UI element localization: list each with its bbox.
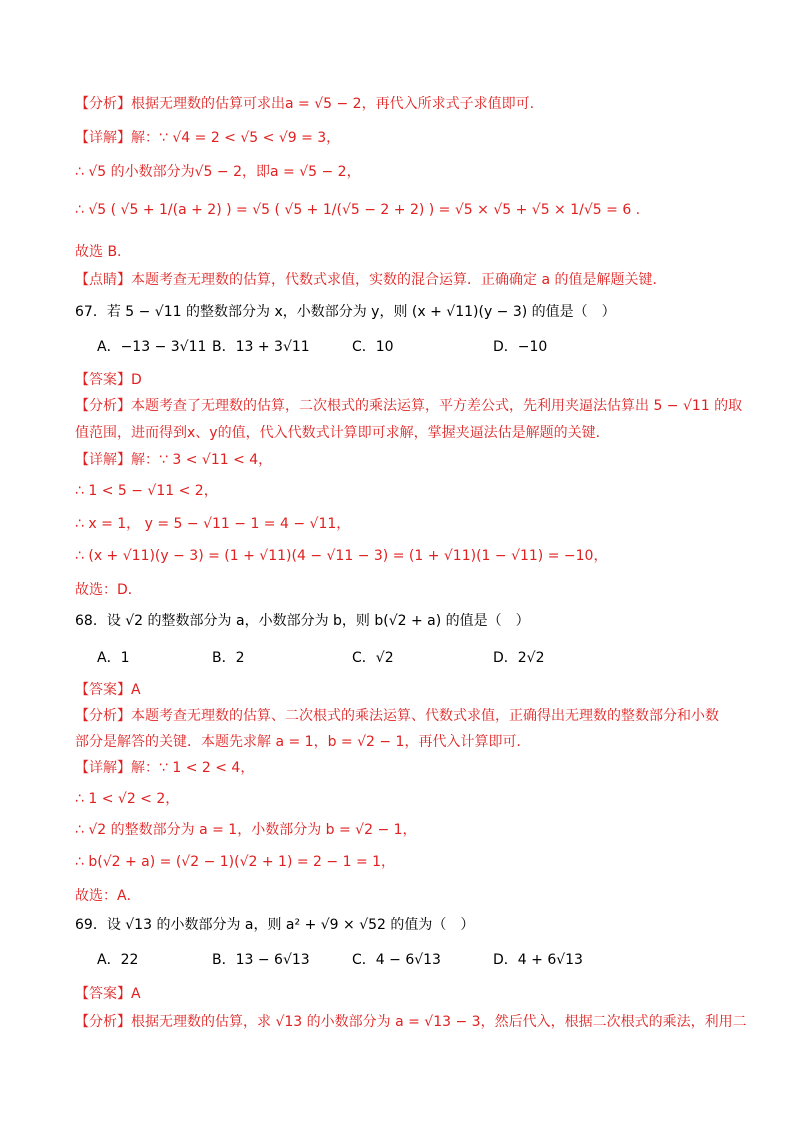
option-69-c: C．4 − 6√13 xyxy=(352,952,441,968)
option-69-a: A．22 xyxy=(97,952,139,968)
analysis-67-line2: 值范围，进而得到x、y的值，代入代数式计算即可求解，掌握夹逼法估是解题的关键． xyxy=(75,425,610,441)
solution-66-step2: ∴ √5 的小数部分为√5 − 2，即a = √5 − 2， xyxy=(75,164,361,180)
solution-68-step1: 【详解】解：∵ 1 < 2 < 4， xyxy=(75,760,255,776)
option-67-b: B．13 + 3√11 xyxy=(212,339,310,355)
option-69-b: B．13 − 6√13 xyxy=(212,952,310,968)
answer-choice-67: 故选：D． xyxy=(75,582,142,598)
analysis-66: 【分析】根据无理数的估算可求出a = √5 − 2，再代入所求式子求值即可. xyxy=(75,96,535,112)
question-67: 67．若 5 − √11 的整数部分为 x，小数部分为 y，则 (x + √11)(y − 3) 的值是（ ） xyxy=(75,304,616,320)
question-69: 69．设 √13 的小数部分为 a，则 a² + √9 × √52 的值为（ ） xyxy=(75,917,475,933)
option-68-a: A．1 xyxy=(97,650,130,666)
analysis-69-line1: 【分析】根据无理数的估算，求 √13 的小数部分为 a = √13 − 3，然后代入，根据二次根式的乘法，利用二 xyxy=(75,1014,747,1030)
analysis-68-line1: 【分析】本题考查无理数的估算、二次根式的乘法运算、代数式求值，正确得出无理数的整数部分和小数 xyxy=(75,708,719,724)
analysis-67-line1: 【分析】本题考查了无理数的估算，二次根式的乘法运算，平方差公式，先利用夹逼法估算出 5 − √11 的取 xyxy=(75,398,743,414)
option-68-d: D．2√2 xyxy=(493,650,545,666)
option-69-d: D．4 + 6√13 xyxy=(493,952,583,968)
option-67-a: A．−13 − 3√11 xyxy=(97,339,207,355)
solution-66-step1: 【详解】解：∵ √4 = 2 < √5 < √9 = 3， xyxy=(75,130,341,146)
option-68-b: B．2 xyxy=(212,650,245,666)
answer-68: 【答案】A xyxy=(75,682,141,698)
answer-choice-66: 故选 B. xyxy=(75,244,122,260)
remark-66: 【点睛】本题考查无理数的估算，代数式求值，实数的混合运算．正确确定 a 的值是解题关键． xyxy=(75,272,667,288)
analysis-68-line2: 部分是解答的关键．本题先求解 a = 1，b = √2 − 1，再代入计算即可． xyxy=(75,734,531,750)
answer-69: 【答案】A xyxy=(75,986,141,1002)
option-68-c: C．√2 xyxy=(352,650,394,666)
option-67-c: C．10 xyxy=(352,339,394,355)
solution-68-step2: ∴ 1 < √2 < 2， xyxy=(75,791,180,807)
answer-choice-68: 故选：A． xyxy=(75,888,141,904)
solution-67-step1: 【详解】解：∵ 3 < √11 < 4， xyxy=(75,452,273,468)
solution-67-step2: ∴ 1 < 5 − √11 < 2， xyxy=(75,483,218,499)
answer-67: 【答案】D xyxy=(75,372,142,388)
solution-67-step3: ∴ x = 1， y = 5 − √11 − 1 = 4 − √11， xyxy=(75,516,351,532)
solution-66-step3: ∴ √5 ( √5 + 1/(a + 2) ) = √5 ( √5 + 1/(√5 − 2 + 2) ) = √5 × √5 + √5 × 1/√5 = 6 . xyxy=(75,202,641,218)
solution-68-step4: ∴ b(√2 + a) = (√2 − 1)(√2 + 1) = 2 − 1 = 1， xyxy=(75,854,396,870)
solution-68-step3: ∴ √2 的整数部分为 a = 1，小数部分为 b = √2 − 1， xyxy=(75,822,417,838)
question-68: 68．设 √2 的整数部分为 a，小数部分为 b，则 b(√2 + a) 的值是（ ） xyxy=(75,613,530,629)
solution-67-step4: ∴ (x + √11)(y − 3) = (1 + √11)(4 − √11 − 3) = (1 + √11)(1 − √11) = −10， xyxy=(75,548,608,564)
option-67-d: D．−10 xyxy=(493,339,548,355)
